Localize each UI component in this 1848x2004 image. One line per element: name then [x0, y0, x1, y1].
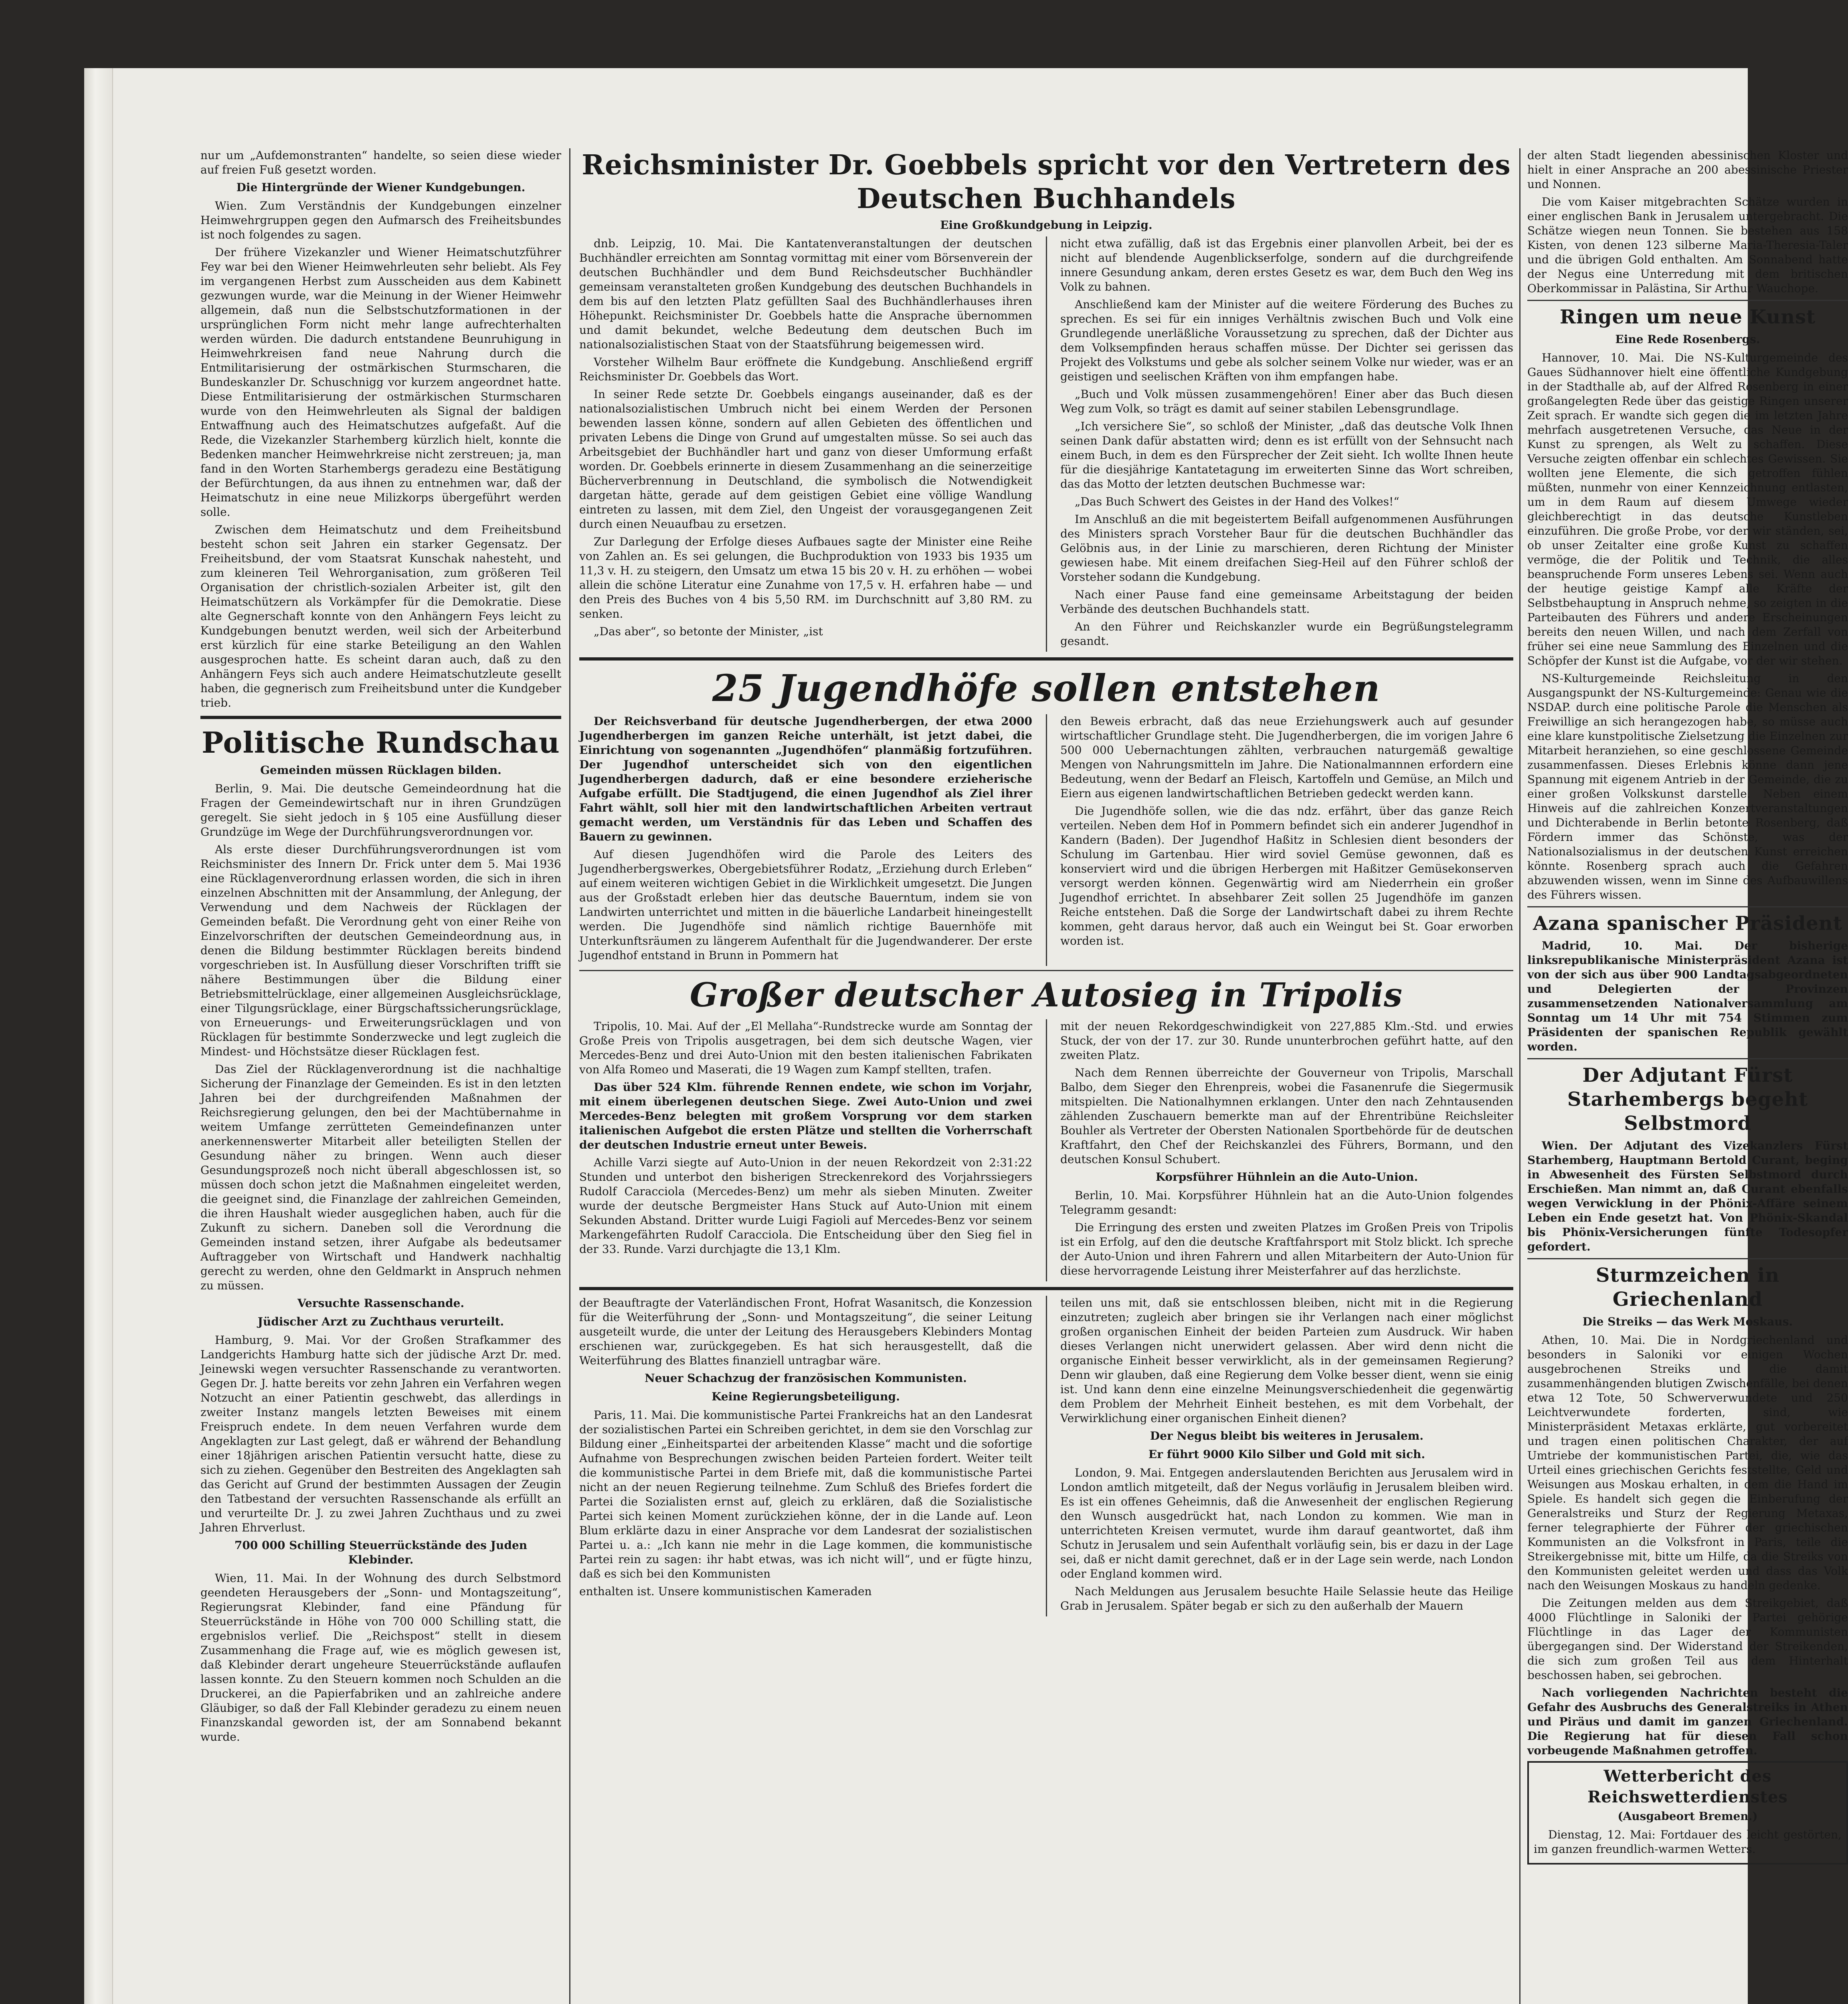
ringen-title: Ringen um neue Kunst [1559, 306, 1816, 328]
politik-paragraph: Das Ziel der Rücklagenverordnung ist die nachhaltige Sicherung der Finanzlage der Gemeinden. Es ist in den letzten Jahren bei der durchgreifenden Maßnahmen der Reichsregierung gelungen, den bei der Machtübernahme in weitem Umfange zerrütteten Gemeindefinanzen unter anerkennenswerter Mitarbeit aller beteiligten Stellen der Gesundung näher zu bringen. Wenn auch dieser Gesundungsprozeß noch nicht überall abgeschlossen ist, so müssen doch schon jetzt die Maßnahmen eingeleitet werden, die geeignet sind, die Finanzlage der zahlreichen Gemeinden, die ihren Haushalt wieder ausgeglichen haben, auch für die Zukunft zu sichern. Daneben soll die Verordnung die Gemeinden instand setzen, ihrer Aufgabe als bedeutsamer Auftraggeber von Wirtschaft und Handwerk nachhaltig gerecht zu werden, ohne den Geldmarkt in Anspruch nehmen zu müssen. [200, 1063, 561, 1292]
column-rule [1519, 148, 1520, 2004]
goebbels-paragraph: „Ich versichere Sie“, so schloß der Minister, „daß das deutsche Volk Ihnen seinen Dank dafür abstatten wird; denn es ist erfüllt von der Sehnsucht nach einem Buch, in dem es den Fürsprecher der Zeit sieht. Ich wollte Ihnen heute für die diesjährige Kantatetagung im erweiterten Sinne das Wort schreiben, das das Motto der letzten deutschen Buchmesse war: [1060, 420, 1513, 491]
auto-paragraph: Achille Varzi siegte auf Auto-Union in der neuen Rekordzeit von 2:31:22 Stunden und unterbot den bisherigen Streckenrekord des Vorjahrssiegers Rudolf Caracciola (Mercedes-Benz) um mehr als sieben Minuten. Zweiter wurde der deutsche Bergmeister Hans Stuck auf Auto-Union mit einem Sekunden Abstand. Dritter wurde Luigi Fagioli auf Mercedes-Benz vor seinem Markengefährten Rudolf Caracciola. Die Entscheidung über den Sieg fiel in der 33. Runde. Varzi durchjagte die 13,1 Klm. [579, 1156, 1032, 1256]
section-rule [200, 716, 561, 719]
sturm-paragraph: Die Zeitungen melden aus dem Streikgebiet, daß 4000 Flüchtlinge in Saloniki der Partei gehörige Flüchtlinge in das Lager der Kommunisten übergegangen sind. Der Widerstand der Streikenden, die sich zum großen Teil aus dem Hinterhalt beschossen haben, sei gebrochen. [1527, 1596, 1848, 1682]
wetter-subheading: (Ausgabeort Bremen.) [1618, 1810, 1758, 1823]
politik-paragraph: Als erste dieser Durchführungsverordnungen ist vom Reichsminister des Innern Dr. Frick unter dem 5. Mai 1936 eine Rücklagenverordnung erlassen worden, die sich in ihren einzelnen Abschnitten mit der Ansammlung, der Anlegung, der Verwendung und dem Nachweis der Rücklagen der Gemeinden befaßt. Die Verordnung geht von einer Reihe von Einzelvorschriften der deutschen Gemeindeordnung aus, in denen die Bildung bestimmter Rücklagen bereits bindend vorgeschrieben ist. In Ausfüllung dieser Vorschriften trifft sie nähere Bestimmungen über die Bildung einer Betriebsmittelrücklage, einer allgemeinen Ausgleichsrücklage, einer Tilgungsrücklage, einer Bürgschaftssicherungsrücklage, von Erneuerungs- und Erweiterungsrücklagen und von Rücklagen für bestimmte Sonderzwecke und legt zugleich die Mindest- und Höchstsätze dieser Rücklagen fest. [200, 843, 561, 1058]
wien-paragraph: Zwischen dem Heimatschutz und dem Freiheitsbund besteht schon seit Jahren ein starker Gegensatz. Der Freiheitsbund, der vom Staatsrat Kunschak nahesteht, und zum kleineren Teil Wehrorganisation, zum größeren Teil Organisation der christlich-sozialen Arbeiter ist, gilt den Heimatschützern als Vorkämpfer für die Demokratie. Diese alte Gegnerschaft konnte von den Anhängern Feys leicht zu Kundgebungen benutzt werden, weil sich der Arbeiterbund erst kürzlich für eine starke Beteiligung an den Wahlen ausgesprochen hatte. Es scheint daran auch, daß zu den Anhängern Feys sich auch andere Heimatschutzleute gesellt haben, die gegnerisch zum Freiheitsbund unter die Kundgeber trieb. [200, 523, 561, 709]
goebbels-paragraph: dnb. Leipzig, 10. Mai. Die Kantatenveranstaltungen der deutschen Buchhändler erreichten am Sonntag vormittag mit einer vom Börsenverein der deutschen Buchhändler und dem Bund Reichsdeutscher Buchhändler gemeinsam veranstalteten großen Kundgebung des deutschen Buchhandels in dem bis auf den letzten Platz gefüllten Saal des Buchhändlerhauses ihren Höhepunkt. Reichsminister Dr. Goebbels hatte die Ansprache übernommen und damit bekundet, welche Bedeutung dem deutschen Buch im nationalsozialistischen Staat von der Staatsführung beigemessen wird. [579, 237, 1032, 351]
sturm-paragraph: Athen, 10. Mai. Die in Nordgriechenland und besonders in Saloniki vor einigen Wochen ausgebrochenen Streiks und die damit zusammenhängenden blutigen Zwischenfälle, bei denen etwa 12 Tote, 50 Schwerverwundete und 250 Leichtverwundete forderten, sind, wie Ministerpräsident Metaxas erklärte, gut vorbereitet und tragen einen politischen Charakter, der auf Umtriebe der kommunistischen Partei, die, wie das Urteil eines griechischen Gerichts feststellte, Geld und Weisungen aus Moskau erhalten, in dem die Hand im Spiele. Es handelt sich gegen die Einberufung der Generalstreiks und Sturz der Regierung Metaxas, ferner telegraphierte der Führer der griechischen Kommunisten an die Volksfront in Paris, teile die Streikergebnisse mit, bitte um Hilfe, da die Streiks von den Kommunisten geleitet werden und dass das Volk nach den Weisungen Moskaus zu handeln gedenke. [1527, 1333, 1848, 1592]
goebbels-paragraph: Anschließend kam der Minister auf die weitere Förderung des Buches zu sprechen. Es sei für ein inniges Verhältnis zwischen Buch und Volk eine Grundlegende unerläßliche Voraussetzung zu sprechen, daß der Dichter aus dem Volksempfinden heraus schaffen müsse. Der Dichter sei gerissen das Projekt des Volkstums und gebe als solcher seinem Volke nur wieder, was er an geistigen und seelischen Kräften von ihm empfangen habe. [1060, 298, 1513, 383]
goebbels-paragraph: Zur Darlegung der Erfolge dieses Aufbaues sagte der Minister eine Reihe von Zahlen an. Es sei gelungen, die Buchproduktion von 1933 bis 1935 um 11,3 v. H. zu steigern, den Umsatz um etwa 15 bis 20 v. H. zu erhöhen — wobei allein die schöne Literatur eine Zunahme von 17,5 v. H. erfahren habe — und den Preis des Buches von 4 bis 5,50 RM. im Durchschnitt auf 3,80 RM. zu senken. [579, 535, 1032, 620]
column-rule [1046, 236, 1047, 652]
jugend-body [579, 714, 1513, 966]
ringen-paragraph: NS-Kulturgemeinde Reichsleitung in den Ausgangspunkt der NS-Kulturgemeinde: Genau wie die NSDAP. durch eine politische Parole die Menschen als Freiwillige an sich herangezogen habe, so müsse auch eine klare kunstpolitische Zielsetzung die Einzelnen zur Mitarbeit heranziehen, so eine geschlossene Gemeinde zusammenfassen. Dieses Erlebnis könne dann jene Spannung mit eigenem Antrieb in der Gemeinde, die zu einer großen Volkskunst darstelle. Neben einem Hinweis auf die zahlreichen Konzertveranstaltungen und Dichterabende in Berlin betonte Rosenberg, daß Fördern immer das Schönste, was der Nationalsozialismus in der deutschen Kunst erreichen könnte. Rosenberg sprach auch die Gefahren abzuwenden wissen, wenn im Sinne des Aufbauwillens des Führers wissen. [1527, 672, 1848, 901]
huehnlein-heading: Korpsführer Hühnlein an die Auto-Union. [1155, 1170, 1418, 1184]
politik-subheading: Gemeinden müssen Rücklagen bilden. [260, 764, 501, 777]
negus-paragraph: London, 9. Mai. Entgegen anderslautenden Berichten aus Jerusalem wird in London amtlich mitgeteilt, daß der Negus vorläufig in Jerusalem bleiben wird. Es ist ein offenes Geheimnis, daß die Anwesenheit der englischen Regierung den Wunsch ausgedrückt hat, nach London zu kommen. Wie man in unterrichteten Kreisen vermutet, wurde ihm darauf geantwortet, daß ihm Schutz in Jerusalem und sein Aufenthalt vorläufig sein, bis er dazu in der Lage sei, daß er nicht damit gerechnet, daß er in der Lage sein werde, nach London oder England kommen wird. [1060, 1466, 1513, 1580]
auto-body [579, 1019, 1513, 1281]
section-rule [579, 1287, 1513, 1290]
negus-heading: Der Negus bleibt bis weiteres in Jerusalem. [1150, 1429, 1424, 1442]
azana-paragraph: Madrid, 10. Mai. Der bisherige linksrepublikanische Ministerpräsident Azana ist von der sich aus über 900 Landtagsabgeordneten und Delegierten der Provinzen zusammensetzenden Nationalversammlung am Sonntag um 14 Uhr mit 754 Stimmen zum Präsidenten der spanischen Republik gewählt worden. [1527, 939, 1848, 1053]
jugend-paragraph: den Beweis erbracht, daß das neue Erziehungswerk auch auf gesunder wirtschaftlicher Grundlage steht. Die Jugendherbergen, die im vorigen Jahre 6 500 000 Uebernachtungen zählten, verbrauchen naturgemäß gewaltige Mengen von Nahrungsmitteln im Jahre. Die Nationalmannnen erfordern eine Bedeutung, wenn der Bedarf an Fleisch, Kartoffeln und Gemüse, an Milch und Eiern aus eigenen landwirtschaftlichen Betrieben gedeckt werden kann. [1060, 715, 1513, 800]
schachzug-paragraph: enthalten ist. Unsere kommunistischen Kameraden [579, 1585, 872, 1598]
politik-title: Politische Rundschau [202, 725, 560, 760]
goebbels-paragraph: Nach einer Pause fand eine gemeinsame Arbeitstagung der beiden Verbände des deutschen Buchhandels statt. [1060, 588, 1513, 616]
auto-lead: Das über 524 Klm. führende Rennen endete, wie schon im Vorjahr, mit einem überlegenen deutschen Siege. Zwei Auto-Union und zwei Mercedes-Benz belegten mit großem Vorsprung vor dem starken italienischen Aufgebot die ersten Plätze und stellten die Vorherrschaft der deutschen Industrie erneut unter Beweis. [579, 1081, 1032, 1151]
azana-title: Azana spanischer Präsident [1533, 912, 1842, 935]
column-rule [1046, 1019, 1047, 1281]
goebbels-paragraph: Im Anschluß an die mit begeistertem Beifall aufgenommenen Ausführungen des Ministers sprach Vorsteher Baur für die deutschen Buchhändler das Gelöbnis aus, in der Linie zu marschieren, deren Richtung der Minister gewiesen habe. Mit einem dreifachen Sieg-Heil auf den Führer schloß der Vorsteher sodann die Kundgebung. [1060, 513, 1513, 584]
goebbels-paragraph: „Das aber“, so betonte der Minister, „ist [594, 625, 823, 638]
column-rule [569, 148, 570, 2004]
column-rule [1046, 1296, 1047, 1616]
auto-title: Großer deutscher Autosieg in Tripolis [689, 976, 1403, 1014]
section-rule [1527, 906, 1848, 907]
huehnlein-paragraph: Die Erringung des ersten und zweiten Platzes im Großen Preis von Tripolis ist ein Erfolg, auf den die deutsche Kraftfahrsport mit Stolz blickt. Ich spreche der Auto-Union und ihren Fahrern und allen Mitarbeitern der Auto-Union für diese hervorragende Leistung ihrer Meisterfahrer auf das herzlichste. [1060, 1221, 1513, 1277]
goebbels-paragraph: An den Führer und Reichskanzler wurde ein Begrüßungstelegramm gesandt. [1060, 620, 1513, 648]
bottom-left [579, 1296, 1032, 1616]
left-column [200, 148, 561, 2004]
rassen-subheading: Jüdischer Arzt zu Zuchthaus verurteilt. [257, 1315, 504, 1328]
goebbels-paragraph: nicht etwa zufällig, daß ist das Ergebnis einer planvollen Arbeit, bei der es nicht auf blendende Augenblickserfolge, sondern auf die durchgreifende innere Gesundung ankam, deren erstes Gesetz es war, dem Buch den Weg ins Volk zu bahnen. [1060, 237, 1513, 293]
adjutant-paragraph: Wien. Der Adjutant des Vizekanzlers Fürst Starhemberg, Hauptmann Bertold Curant, beging in Abwesenheit des Fürsten Selbstmord durch Erschießen. Man nimmt an, daß Curant ebenfalls wegen Verwicklung in der Phönix-Affäre seinem Leben ein Ende gesetzt hat. Von Phönix-Skandal bis Phönix-Versicherungen fünfte Todesopfer gefordert. [1527, 1139, 1848, 1253]
steuer-paragraph: Wien, 11. Mai. In der Wohnung des durch Selbstmord geendeten Herausgebers der „Sonn- und Montagszeitung“, Regierungsrat Klebinder, fand eine Pfändung für Steuerrückstände in Höhe von 700 000 Schilling statt, die ergebnislos verlief. Die „Reichspost“ stellt in diesem Zusammenhang die Frage auf, wie es möglich gewesen ist, daß Klebinder derart ungeheure Steuerrückstände auflaufen lassen konnte. Zu den Steuern kommen noch Schulden an die Druckerei, an die Papierfabriken und an zahlreiche andere Gläubiger, so daß der Fall Klebinder geradezu zu einem neuen Finanzskandal geworden ist, der am Sonnabend bekannt wurde. [200, 1572, 561, 1743]
goebbels-subtitle: Eine Großkundgebung in Leipzig. [940, 218, 1152, 232]
schachzug-paragraph: Paris, 11. Mai. Die kommunistische Partei Frankreichs hat an den Landesrat der sozialistischen Partei ein Schreiben gerichtet, in dem sie den Vorschlag zur Bildung einer „Einheitspartei der arbeitenden Klasse“ macht und die sofortige Aufnahme von Besprechungen zwischen beiden Parteien fordert. Weiter teilt die kommunistische Partei in dem Briefe mit, daß die kommunistische Partei nicht an der neuen Regierung teilnehme. Zum Schluß des Briefes fordert die Partei die Sozialisten ernst auf, gleich zu erklären, daß die Sozialistische Partei sich keinen Moment zurückziehen könne, der in die Lande auf. Leon Blum erklärte dazu in einer Ansprache vor dem Landesrat der sozialistischen Partei u. a.: „Ich kann nie mehr in die Lage kommen, die kommunistische Partei rein zu sagen: ihr habt etwas, was ich nicht will“, und er fügte hinzu, daß es sich bei den Kommunisten [579, 1408, 1032, 1580]
rassen-heading: Versuchte Rassenschande. [297, 1297, 465, 1310]
rassen-paragraph: Hamburg, 9. Mai. Vor der Großen Strafkammer des Landgerichts Hamburg hatte sich der jüdische Arzt Dr. med. Jeinewski wegen versuchter Rassenschande zu verantworten. Gegen Dr. J. hatte bereits vor zehn Jahren ein Verfahren wegen Notzucht an einer Patientin geschwebt, das allerdings in zweiter Instanz mangels letzten Beweises mit einem Freispruch endete. In dem neuen Verfahren wurde dem Angeklagten zur Last gelegt, daß er während der Behandlung einer 18jährigen arischen Patientin versucht hatte, diese zu sich zu ziehen. Gegenüber den Bestreiten des Angeklagten sah das Gericht auf Grund der bestimmten Aussagen der Zeugin den Tatbestand der versuchten Rassenschande als erfüllt an und verurteilte Dr. J. zu zwei Jahren Zuchthaus und zu zwei Jahren Ehrverlust. [200, 1333, 561, 1534]
auto-paragraph: Nach dem Rennen überreichte der Gouverneur von Tripolis, Marschall Balbo, dem Sieger den Ehrenpreis, wobei die Fasanenrufe die Siegermusik mitspielten. Die Nationalhymnen erklangen. Unter den nach Zehntausenden zählenden Zuschauern bemerkte man auf der Ehrentribüne Reichsleiter Bouhler als Vertreter der Obersten Nationalen Sportbehörde für de deutschen Kraftfahrt, den Chef der Reichskanzlei des Führers, Bormann, und den deutschen Konsul Schubert. [1060, 1066, 1513, 1166]
wetter-title: Wetterbericht des Reichswetterdienstes [1587, 1767, 1788, 1806]
auto-right [1060, 1019, 1513, 1281]
goebbels-paragraph: In seiner Rede setzte Dr. Goebbels eingangs auseinander, daß es der nationalsozialistischen Umbruch nicht bei einem Werden der Personen bewenden lassen könne, sondern auf allen Gebieten des öffentlichen und privaten Lebens die Dinge von Grund auf umgestalten müsse. So sei auch das Arbeitsgebiet der Buchhändler hart und ganz von dieser Umformung erfaßt worden. Dr. Goebbels erinnerte in diesem Zusammenhang an die seinerzeitige Bücherverbrennung in Deutschland, die symbolisch die Notwendigkeit dargetan hätte, gerade auf dem geistigen Gebiet eine völlige Wandlung eintreten zu lassen, mit dem Ziel, den Ungeist der vorausgegangenen Zeit durch einen Neuaufbau zu ersetzen. [579, 388, 1032, 531]
sturm-title: Sturmzeichen in Griechenland [1595, 1264, 1780, 1311]
goebbels-body [579, 236, 1513, 652]
jugend-left [579, 714, 1032, 966]
sturm-paragraph: Nach vorliegenden Nachrichten besteht die Gefahr des Ausbruchs des Generalstreiks in Athen und Piräus und damit im ganzen Griechenland. Die Regierung hat für diesen Fall schon vorbeugende Maßnahmen getroffen. [1527, 1686, 1848, 1757]
steuer-heading: 700 000 Schilling Steuerrückstände des Juden Klebinder. [234, 1539, 528, 1566]
column-rule [1046, 714, 1047, 966]
bottom-paragraph: teilen uns mit, daß sie entschlossen bleiben, nicht mit in die Regierung einzutreten; zugleich aber bringen sie ihr Verlangen nach einer möglichst großen organischen Einheit der beiden Parteien zum Ausdruck. Wir haben dieses Verlangen nicht unerwidert gelassen. Aber wird denn nicht die organische Einheit besser verwirklicht, als in der gemeinsamen Regierung? Denn wir glauben, daß eine Regierung dem Volke besser dient, wenn sie einig ist. Und kann denn eine einzelne Meinungsverschiedenheit die gegenwärtig dem Problem der Mehrheit Einheit bestehen, es mit dem Vorbehalt, der Verwirklichung einer organischen Einheit dienen? [1060, 1296, 1513, 1425]
right-column [1527, 148, 1848, 2004]
auto-paragraph: Tripolis, 10. Mai. Auf der „El Mellaha“-Rundstrecke wurde am Sonntag der Große Preis von Tripolis ausgetragen, bei dem sich deutsche Wagen, vier Mercedes-Benz und drei Auto-Union mit den besten italienischen Fabrikaten von Alfa Romeo und Maserati, die 19 Wagen zum Kampf stellten, trafen. [579, 1020, 1032, 1076]
right-paragraph: Die vom Kaiser mitgebrachten Schätze wurden in einer englischen Bank in Jerusalem untergebracht. Die Schätze wiegen neun Tonnen. Sie bestehen aus 158 Kisten, von denen 123 silberne Maria-Theresia-Taler und die übrigen Gold enthalten. Am Sonnabend hatte der Negus eine Unterredung mit dem britischen Oberkommissar in Palästina, Sir Arthur Wauchope. [1527, 195, 1848, 295]
bottom-paragraph: der Beauftragte der Vaterländischen Front, Hofrat Wasanitsch, die Konzession für die Weiterführung der „Sonn- und Montagszeitung“, die seiner Leitung ausgeteilt wurde, die unter der Leitung des Herausgebers Klebinders Montag erschienen war, zurückgegeben. Es hat sich herausgestellt, daß die Weiterführung des Blattes finanziell untragbar wäre. [579, 1296, 1032, 1367]
adjutant-title: Der Adjutant Fürst Starhembergs begeht Selbstmord [1567, 1064, 1808, 1135]
goebbels-paragraph: „Buch und Volk müssen zusammengehören! Einer aber das Buch diesen Weg zum Volk, so trägt es damit auf seiner stabilen Lebensgrundlage. [1060, 388, 1513, 415]
section-rule [1527, 300, 1848, 301]
page-content [200, 148, 1848, 2004]
section-rule [579, 657, 1513, 661]
bottom-right [1060, 1296, 1513, 1616]
wien-heading: Die Hintergründe der Wiener Kundgebungen. [236, 181, 526, 194]
jugend-title: 25 Jugendhöfe sollen entstehen [712, 667, 1381, 710]
goebbels-right [1060, 236, 1513, 652]
goebbels-paragraph: Vorsteher Wilhelm Baur eröffnete die Kundgebung. Anschließend ergriff Reichsminister Dr. Goebbels das Wort. [579, 356, 1032, 383]
wetter-box [1527, 1761, 1848, 1865]
bottom-body [579, 1296, 1513, 1616]
auto-left [579, 1019, 1032, 1281]
jugend-paragraph: Die Jugendhöfe sollen, wie die das ndz. erfährt, über das ganze Reich verteilen. Neben dem Hof in Pommern befindet sich ein anderer Jugendhof in Kandern (Baden). Der Jugendhof Haßitz in Schlesien dient besonders der Schulung im Gartenbau. Hier wird soviel Gemüse gewonnen, daß es konserviert wird und die übrigen Herbergen mit Haßitzer Gemüsekonserven versorgt werden können. Gegenwärtig wird am Niederrhein ein großer Jugendhof errichtet. In absehbarer Zeit sollen 25 Jugendhöfe im ganzen Reiche entstehen. Daß die Sorge der Landwirtschaft dabei zu ihrem Rechte kommen, geht daraus hervor, daß auch ein Weingut bei St. Goar erworben worden ist. [1060, 804, 1513, 947]
schachzug-subheading: Keine Regierungsbeteiligung. [712, 1390, 900, 1403]
intro-text: nur um „Aufdemonstranten“ handelte, so seien diese wieder auf freien Fuß gesetzt worden. [200, 149, 561, 176]
right-column-inner [1527, 148, 1848, 1865]
jugend-lead: Der Reichsverband für deutsche Jugendherbergen, der etwa 2000 Jugendherbergen im ganzen Reiche unterhält, ist jetzt dabei, die Einrichtung von sogenannten „Jugendhöfen“ planmäßig fortzuführen. Der Jugendhof unterscheidet sich von den eigentlichen Jugendherbergen dadurch, daß er eine besondere erzieherische Aufgabe erfüllt. Die Stadtjugend, die einen Jugendhof als Ziel ihrer Fahrt wählt, soll hier mit den landwirtschaftlichen Arbeiten vertraut gemacht werden, um Verständnis für das Leben und Schaffen des Bauern zu gewinnen. [579, 715, 1032, 843]
politik-paragraph: Berlin, 9. Mai. Die deutsche Gemeindeordnung hat die Fragen der Gemeindewirtschaft nur in ihren Grundzügen geregelt. Sie sieht jedoch in § 105 eine Ausfüllung dieser Grundzüge im Wege der Durchführungsverordnungen vor. [200, 782, 561, 838]
right-paragraph: der alten Stadt liegenden abessinischen Kloster und hielt in einer Ansprache an 200 abessinische Priester und Nonnen. [1527, 149, 1848, 191]
newspaper-page [84, 68, 1848, 2004]
goebbels-title: Reichsminister Dr. Goebbels spricht vor den Vertretern des Deutschen Buchhandels [582, 149, 1511, 215]
jugend-paragraph: Auf diesen Jugendhöfen wird die Parole des Leiters des Jugendherbergswerkes, Obergebietsführer Rodatz, „Erziehung durch Erleben“ auf einem weiteren wichtigen Gebiet in die Wirklichkeit umgesetzt. Die Jungen aus der Großstadt erleben hier das deutsche Bauerntum, indem sie von Landwirten unterrichtet und mitten in die bäuerliche Landarbeit hineingestellt werden. Die Jugendhöfe sind nämlich richtige Bauernhöfe mit Unterkunftsräumen zu längerem Aufenthalt für die Jugendwanderer. Der erste Jugendhof entstand in Brunn in Pommern hat [579, 848, 1032, 962]
negus-subheading: Er führt 9000 Kilo Silber und Gold mit sich. [1148, 1448, 1425, 1461]
section-rule [1527, 1258, 1848, 1259]
wien-paragraph: Der frühere Vizekanzler und Wiener Heimatschutzführer Fey war bei den Wiener Heimwehrleuten sehr beliebt. Als Fey im vergangenen Herbst zum Ausscheiden aus dem Kabinett gezwungen wurde, war die Meinung in der Wiener Heimwehr allgemein, daß nun die Selbstschutzformationen in der ursprünglichen Form nicht mehr lange aufrechterhalten werden würden. Die dadurch entstandene Beunruhigung in Heimwehrkreisen fand neue Nahrung durch die Entmilitarisierung der ostmärkischen Sturmscharen, die Bundeskanzler Dr. Schuschnigg vor kurzem angeordnet hatte. Diese Entmilitarisierung der ostmärkischen Sturmscharen wurde von den Heimwehrleuten als Signal der baldigen Entwaffnung auch des Heimatschutzes aufgefaßt. Auf die Rede, die Vizekanzler Starhemberg kürzlich hielt, konnte die Bedenken mancher Heimwehrkreise nicht zerstreuen; ja, man fand in den Worten Starhembergs geradezu eine Bestätigung der Befürchtungen, da aus ihnen zu entnehmen war, daß der Heimatschutz in eine neue Milizkorps übergeführt werden solle. [200, 246, 561, 519]
auto-paragraph: mit der neuen Rekordgeschwindigkeit von 227,885 Klm.-Std. und erwies Stuck, der von der 17. zur 30. Runde ununterbrochen geführt hatte, auf den zweiten Platz. [1060, 1020, 1513, 1062]
wien-paragraph: Wien. Zum Verständnis der Kundgebungen einzelner Heimwehrgruppen gegen den Aufmarsch des Freiheitsbundes ist noch folgendes zu sagen. [200, 199, 561, 241]
goebbels-left [579, 236, 1032, 652]
ringen-paragraph: Hannover, 10. Mai. Die NS-Kulturgemeinde des Gaues Südhannover hielt eine öffentliche Kundgebung in der Stadthalle ab, auf der Alfred Rosenberg in einer großangelegten Rede über das geistige Ringen unserer Zeit sprach. Er wandte sich gegen die im letzten Jahre mehrfach ausgetretenen Versuche, das Neue in der Kunst zu sprengen, als Welt zu schaffen. Diese Versuche zeigten offenbar ein schlechtes Gewissen. Sie wollten jene Elemente, die sich getroffen fühlen müßten, nunmehr von einer Kennzeichnung entlasten, um in dem Raum auf diesem Umwege wieder gleichberechtigt in das deutsche Kunstleben einzuführen. Die große Probe, vor der wir ständen, sei, ob unser Zeitalter eine große Kunst zu schaffen vermöge, die der Politik und Technik, die alles beanspruchende Form unseres Lebens sei. Wenn auch der heutige geistige Kampf alle Kräfte der Selbstbehauptung in Anspruch nehme, so zeigten in die Parteibauten des Führers und andere Erscheinungen bereits den neuen Willen, und nach dem Zerfall von früher sei eine neue Sammlung des Einzelnen und die Schöpfer der Kunst ist die Aufgabe, vor der wir stehen. [1527, 351, 1848, 667]
section-rule [579, 970, 1513, 971]
section-rule [1527, 1058, 1848, 1059]
schachzug-heading: Neuer Schachzug der französischen Kommunisten. [645, 1372, 967, 1385]
negus-paragraph: Nach Meldungen aus Jerusalem besuchte Haile Selassie heute das Heilige Grab in Jerusalem. Später begab er sich zu den außerhalb der Mauern [1060, 1585, 1513, 1612]
ringen-subheading: Eine Rede Rosenbergs. [1615, 333, 1760, 346]
sturm-subheading: Die Streiks — das Werk Moskaus. [1582, 1315, 1793, 1328]
huehnlein-paragraph: Berlin, 10. Mai. Korpsführer Hühnlein hat an die Auto-Union folgendes Telegramm gesandt: [1060, 1189, 1513, 1216]
wetter-paragraph: Dienstag, 12. Mai: Fortdauer des leicht gestörten, im ganzen freundlich-warmen Wetters. [1534, 1828, 1842, 1856]
page-binding-edge [84, 68, 113, 2004]
jugend-right [1060, 714, 1513, 966]
center-column [579, 148, 1513, 2004]
goebbels-quote: „Das Buch Schwert des Geistes in der Hand des Volkes!“ [1075, 495, 1399, 508]
